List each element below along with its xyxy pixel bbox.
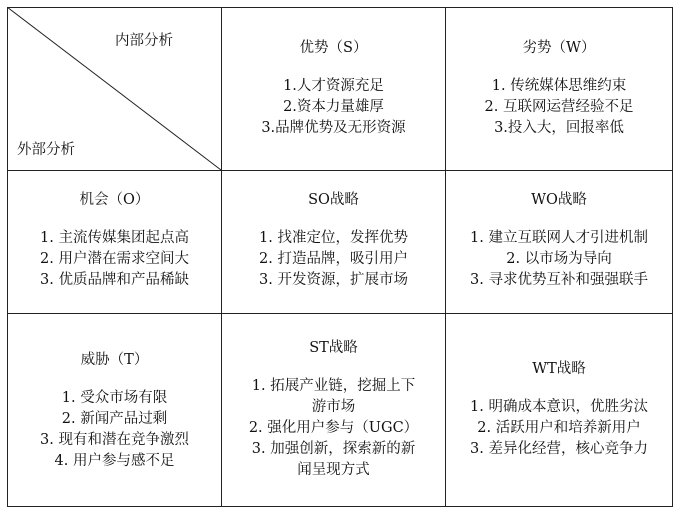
swot-matrix [7,7,673,507]
threats-cell [8,350,221,472]
internal-analysis-label: 内部分析 [115,33,173,49]
list-item: 1.人才资源充足 [283,78,384,94]
st-strategy-title: ST战略 [309,340,358,356]
list-item: 闻呈现方式 [297,462,370,478]
grid-line [672,7,673,507]
list-item: 1. 主流传媒集团起点高 [40,230,189,246]
list-item: 1. 找准定位，发挥优势 [259,230,408,246]
external-analysis-label: 外部分析 [17,142,75,158]
list-item: 游市场 [311,399,356,415]
weaknesses-title: 劣势（W） [522,40,596,56]
list-item: 3. 开发资源，扩展市场 [259,272,408,288]
list-item: 1. 受众市场有限 [61,390,168,406]
list-item: 1. 传统媒体思维约束 [491,78,627,94]
wt-strategy-title: WT战略 [532,361,586,377]
strengths-cell [222,38,445,139]
list-item: 1. 建立互联网人才引进机制 [470,230,648,246]
list-item: 2. 新闻产品过剩 [61,411,168,427]
wo-strategy-title: WO战略 [531,192,587,208]
list-item: 4. 用户参与感不足 [54,453,175,469]
list-item: 3. 寻求优势互补和强强联手 [470,272,648,288]
so-strategy-cell [222,190,445,291]
list-item: 2. 用户潜在需求空间大 [40,251,189,267]
list-item: 2. 强化用户参与（UGC） [248,420,419,436]
list-item: 1. 拓展产业链，挖掘上下 [251,378,416,394]
list-item: 3.投入大，回报率低 [494,120,624,136]
weaknesses-cell [446,38,672,139]
list-item: 1. 明确成本意识，优胜劣汰 [470,399,648,415]
opportunities-title: 机会（O） [79,192,150,208]
list-item: 3. 加强创新，探索新的新 [251,441,416,457]
list-item: 3. 优质品牌和产品稀缺 [40,272,189,288]
list-item: 2.资本力量雄厚 [283,99,384,115]
list-item: 3.品牌优势及无形资源 [261,120,406,136]
threats-title: 威胁（T） [80,352,149,368]
list-item: 2. 打造品牌，吸引用户 [259,251,408,267]
opportunities-cell [8,190,221,291]
list-item: 3. 差异化经营，核心竞争力 [470,441,648,457]
list-item: 2. 活跃用户和培养新用户 [477,420,641,436]
st-strategy-cell [222,338,445,481]
wt-strategy-cell [446,359,672,460]
grid-line [7,506,673,507]
strengths-title: 优势（S） [299,40,368,56]
list-item: 2. 互联网运营经验不足 [484,99,634,115]
so-strategy-title: SO战略 [308,192,359,208]
list-item: 2. 以市场为导向 [506,251,612,267]
wo-strategy-cell [446,190,672,291]
grid-line [7,313,673,314]
list-item: 3. 现有和潜在竞争激烈 [40,432,189,448]
